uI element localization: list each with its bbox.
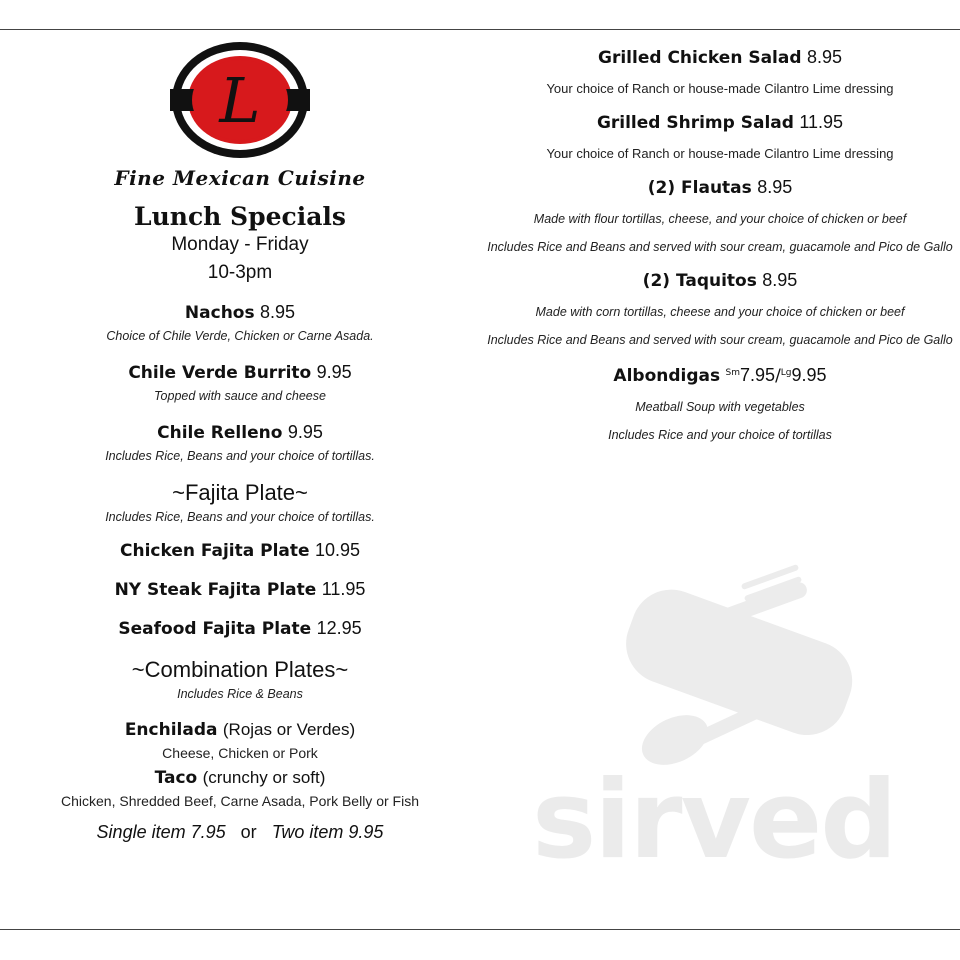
or-separator: or bbox=[240, 822, 257, 842]
menu-item-taquitos: (2) Taquitos 8.95 bbox=[642, 270, 798, 291]
fajita-heading: ~Fajita Plate~ bbox=[172, 480, 308, 505]
combo-desc: Includes Rice & Beans bbox=[177, 687, 303, 701]
fajita-desc: Includes Rice, Beans and your choice of tortillas. bbox=[105, 510, 375, 524]
item-desc-2: Includes Rice and Beans and served with sour cream, guacamole and Pico de Gallo bbox=[487, 240, 953, 254]
two-item-label: Two item bbox=[271, 822, 344, 842]
hours-label: 10-3pm bbox=[207, 262, 273, 283]
bottom-border bbox=[0, 929, 960, 930]
menu-item-albondigas: Albondigas $^{Sm}$7.95/$^{Lg}$9.95 bbox=[613, 365, 827, 386]
page-title: Lunch Specials bbox=[134, 202, 346, 231]
logo-letter: L bbox=[219, 64, 261, 137]
item-name: Nachos bbox=[184, 303, 255, 323]
tagline: Fine Mexican Cuisine bbox=[114, 166, 366, 190]
single-item-label: Single item bbox=[96, 822, 186, 842]
left-column bbox=[20, 40, 460, 843]
menu-item-chile-relleno bbox=[20, 421, 460, 464]
item-name: Chile Verde Burrito bbox=[128, 363, 312, 383]
albondigas-desc-2: Includes Rice and your choice of tortillas bbox=[608, 428, 832, 442]
small-size-label: Sm bbox=[725, 368, 741, 378]
menu-item-steak-fajita: NY Steak Fajita Plate 11.95 bbox=[114, 579, 366, 600]
right-column bbox=[470, 40, 960, 443]
restaurant-logo bbox=[170, 40, 310, 160]
item-price: 8.95 bbox=[260, 302, 296, 322]
item-desc: Choice of Chile Verde, Chicken or Carne Asada. bbox=[106, 329, 374, 343]
item-price: 9.95 bbox=[287, 422, 323, 442]
item-price: 9.95 bbox=[316, 362, 352, 382]
combo-heading: ~Combination Plates~ bbox=[131, 657, 349, 682]
days-label: Monday - Friday bbox=[171, 234, 309, 255]
combo-pricing bbox=[20, 822, 460, 843]
albondigas-desc: Meatball Soup with vegetables bbox=[635, 400, 805, 414]
enchilada-fillings: Cheese, Chicken or Pork bbox=[162, 745, 318, 761]
item-desc: Includes Rice, Beans and your choice of tortillas. bbox=[105, 449, 375, 463]
item-desc: Topped with sauce and cheese bbox=[154, 389, 326, 403]
item-desc: Your choice of Ranch or house-made Cilantro Lime dressing bbox=[546, 81, 894, 96]
item-desc: Your choice of Ranch or house-made Cilantro Lime dressing bbox=[546, 146, 894, 161]
menu-item-grilled-shrimp-salad: Grilled Shrimp Salad 11.95 bbox=[596, 112, 844, 133]
two-item-price: 9.95 bbox=[348, 822, 384, 842]
menu-item-grilled-chicken-salad: Grilled Chicken Salad 8.95 bbox=[598, 47, 842, 68]
combo-enchilada: Enchilada (Rojas or Verdes) bbox=[124, 720, 356, 740]
top-border bbox=[0, 29, 960, 30]
item-desc: Made with flour tortillas, cheese, and your choice of chicken or beef bbox=[533, 212, 907, 226]
menu-item-flautas: (2) Flautas 8.95 bbox=[647, 177, 793, 198]
menu-item-chicken-fajita: Chicken Fajita Plate 10.95 bbox=[119, 540, 360, 561]
watermark-text: sirved bbox=[532, 758, 896, 883]
taco-fillings: Chicken, Shredded Beef, Carne Asada, Pork Belly or Fish bbox=[61, 793, 419, 809]
item-name: Chile Relleno bbox=[157, 423, 283, 443]
combo-taco: Taco (crunchy or soft) bbox=[154, 768, 326, 788]
item-desc-2: Includes Rice and Beans and served with sour cream, guacamole and Pico de Gallo bbox=[487, 333, 953, 347]
single-item-price: 7.95 bbox=[190, 822, 226, 842]
menu-item-seafood-fajita: Seafood Fajita Plate 12.95 bbox=[118, 618, 362, 639]
menu-item-nachos bbox=[20, 301, 460, 344]
item-desc: Made with corn tortillas, cheese and your choice of chicken or beef bbox=[535, 305, 905, 319]
menu-item-chile-verde-burrito bbox=[20, 361, 460, 404]
large-size-label: Lg bbox=[780, 368, 792, 378]
